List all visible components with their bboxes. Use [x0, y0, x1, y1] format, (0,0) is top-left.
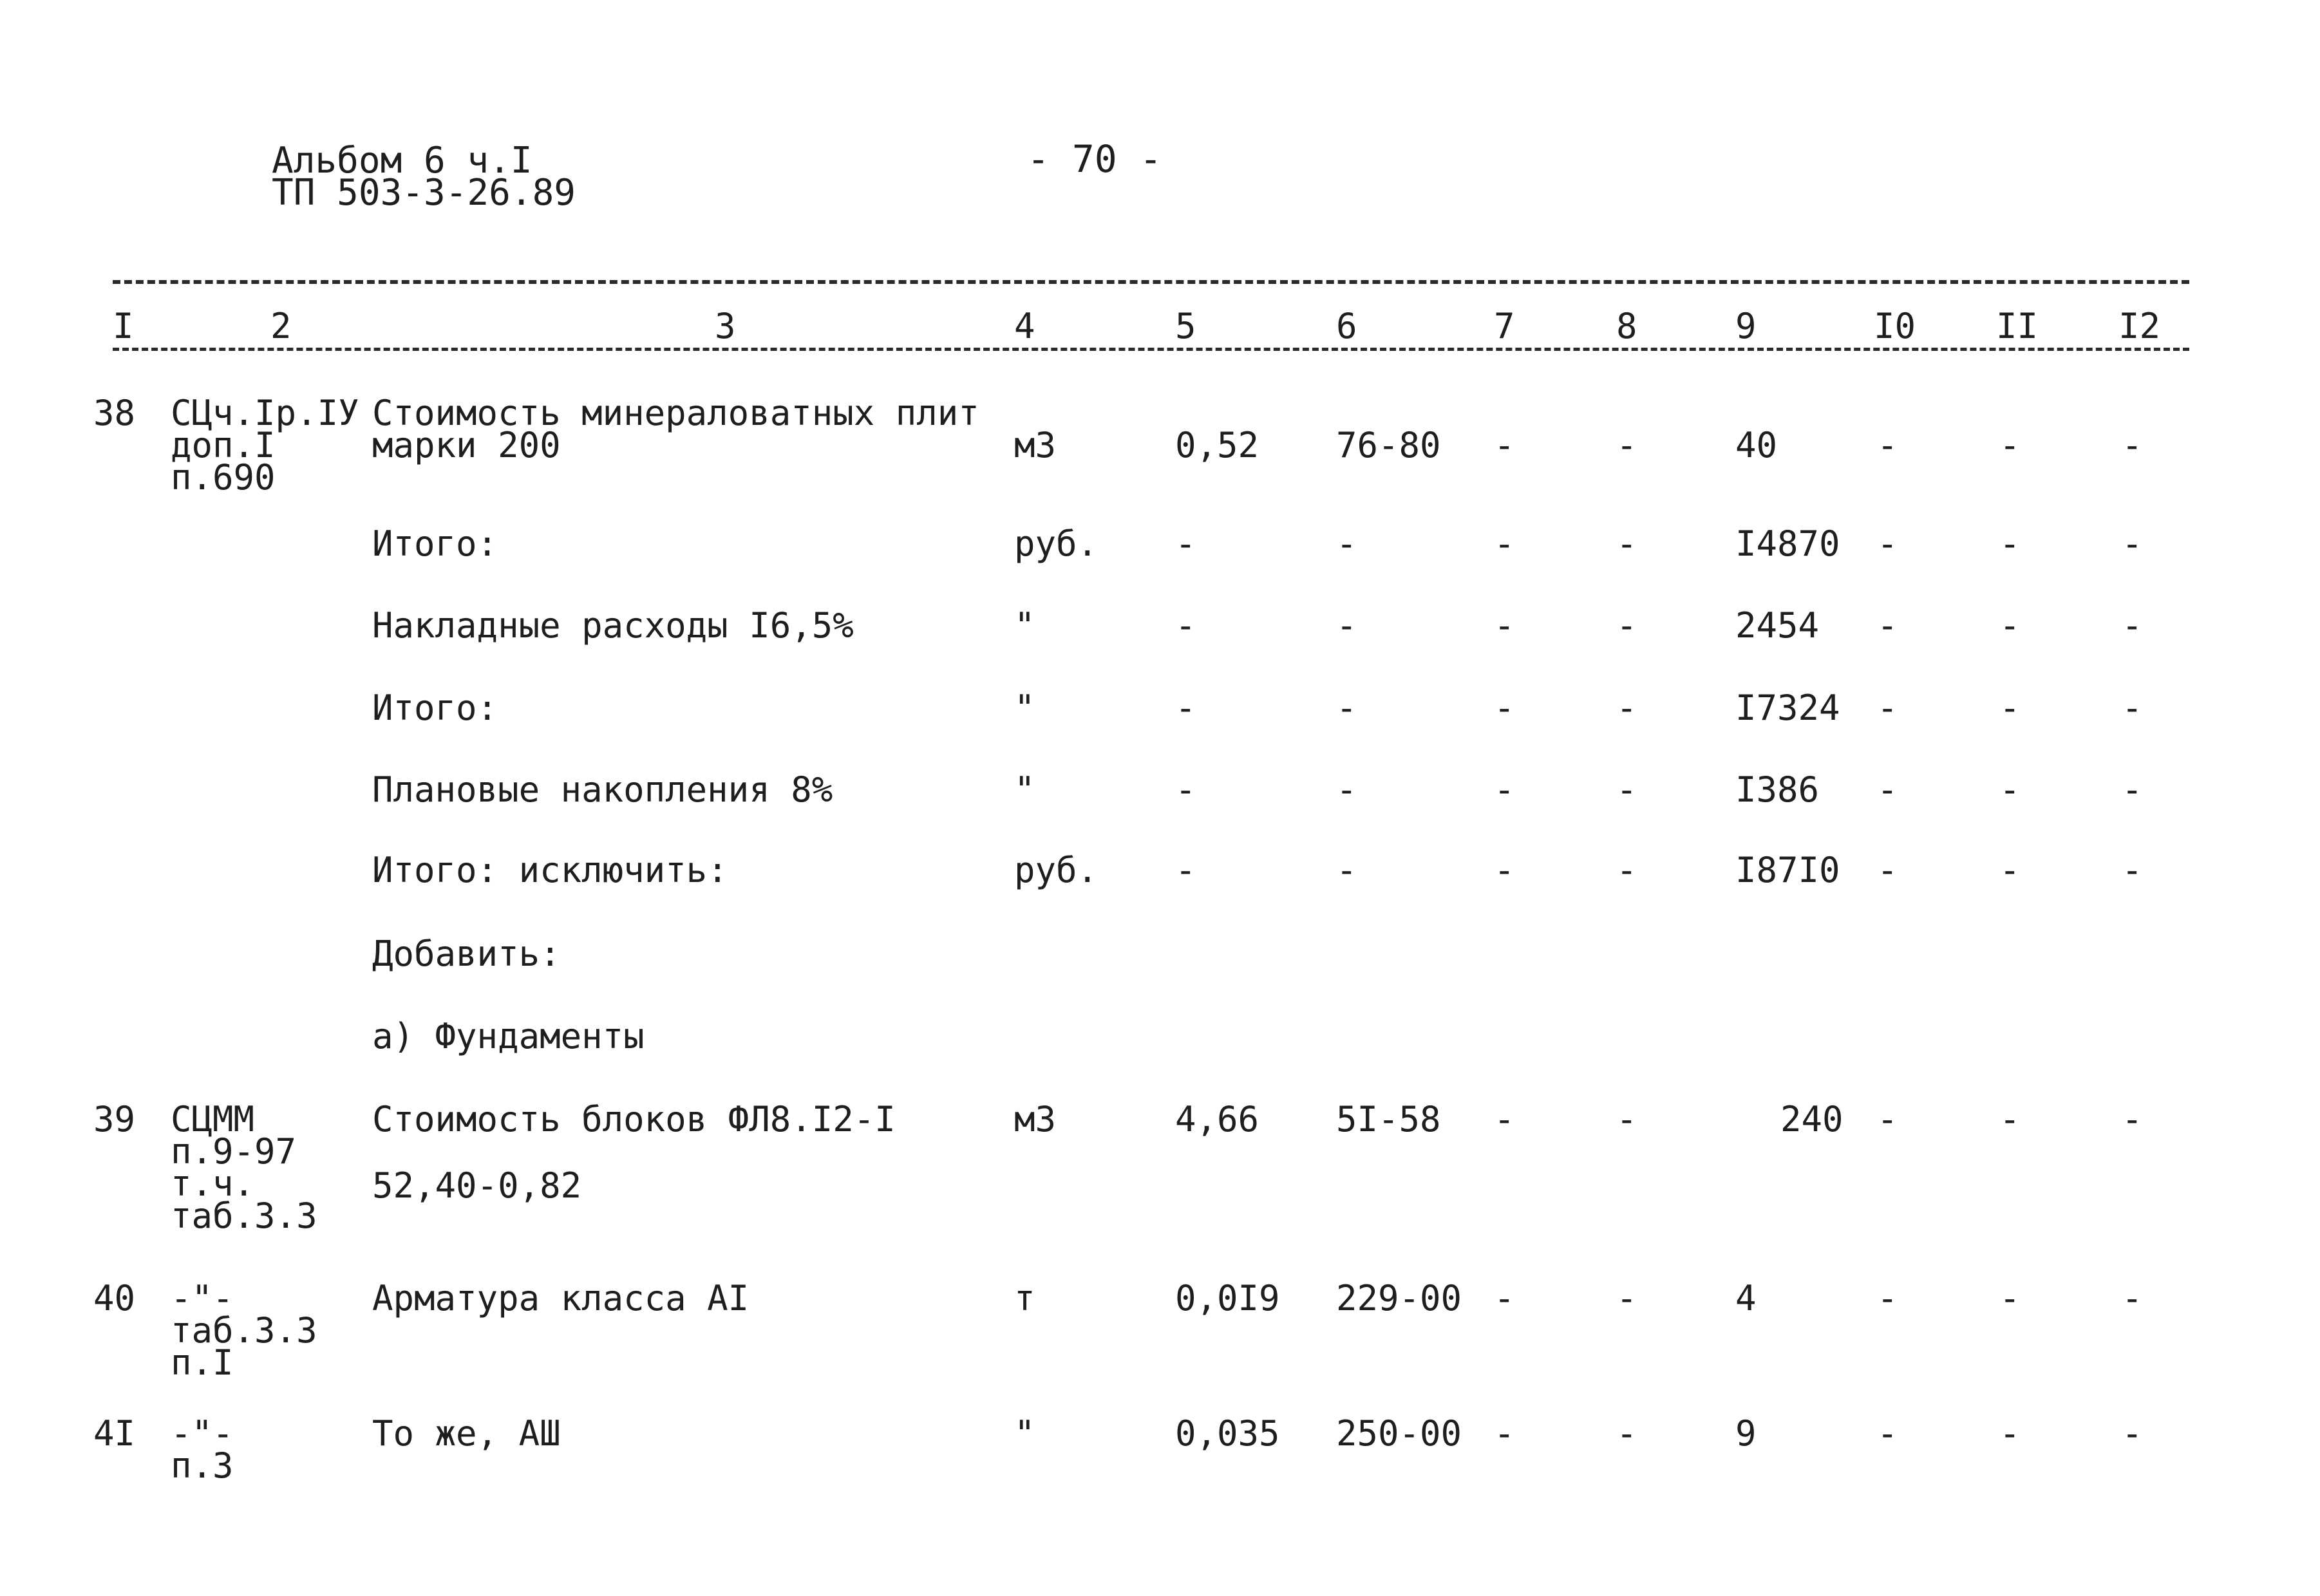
row-col11: - — [1999, 688, 2021, 728]
row-col10: - — [1877, 523, 1898, 564]
column-header-10: I0 — [1874, 306, 1916, 346]
row-unit: " — [1014, 769, 1035, 810]
row-col9: I7324 — [1735, 688, 1840, 728]
row-col5: 0,0I9 — [1175, 1278, 1280, 1319]
row-col10: - — [1877, 425, 1898, 465]
row-col9: I386 — [1735, 769, 1820, 810]
row-col12: - — [2122, 1099, 2143, 1140]
row-description: Стоимость минераловатных плит — [372, 393, 979, 433]
row-col6: - — [1336, 605, 1357, 646]
row-col5: 0,035 — [1175, 1413, 1280, 1454]
row-reference: -"- — [171, 1413, 234, 1454]
row-col6: - — [1336, 523, 1357, 564]
row-col7: - — [1494, 425, 1515, 465]
row-col7: - — [1494, 523, 1515, 564]
tp-line: ТП 503-3-26.89 — [272, 172, 576, 214]
row-col5: - — [1175, 688, 1196, 728]
column-header-5: 5 — [1175, 306, 1196, 346]
row-col6: 250-00 — [1336, 1413, 1462, 1454]
row-reference: СЦММ — [171, 1099, 255, 1140]
row-col12: - — [2122, 425, 2143, 465]
album-line: Альбом 6 ч.I — [272, 140, 533, 182]
row-col9: 40 — [1735, 425, 1778, 465]
column-header-8: 8 — [1616, 306, 1637, 346]
row-number: 4I — [93, 1413, 136, 1454]
row-col9: I4870 — [1735, 523, 1840, 564]
row-unit: т — [1014, 1278, 1035, 1319]
row-col12: - — [2122, 688, 2143, 728]
row-col7: - — [1494, 605, 1515, 646]
row-description: Итого: исключить: — [372, 850, 728, 890]
row-col6: 5I-58 — [1336, 1099, 1441, 1140]
row-col11: - — [1999, 1099, 2021, 1140]
row-col9: 9 — [1735, 1413, 1757, 1454]
row-reference: таб.3.3 — [171, 1196, 317, 1236]
row-col11: - — [1999, 605, 2021, 646]
row-col10: - — [1877, 769, 1898, 810]
row-col11: - — [1999, 850, 2021, 890]
column-header-6: 6 — [1336, 306, 1357, 346]
row-col8: - — [1616, 605, 1637, 646]
row-col7: - — [1494, 1278, 1515, 1319]
row-reference: таб.3.3 — [171, 1310, 317, 1351]
row-description: То же, АШ — [372, 1413, 561, 1454]
row-reference: п.9-97 — [171, 1131, 297, 1172]
row-col5: - — [1175, 605, 1196, 646]
row-unit: " — [1014, 688, 1035, 728]
row-description: Стоимость блоков ФЛ8.I2-I — [372, 1099, 896, 1140]
row-description: Итого: — [372, 688, 498, 728]
row-col12: - — [2122, 1413, 2143, 1454]
row-col6: 229-00 — [1336, 1278, 1462, 1319]
row-col5: 0,52 — [1175, 425, 1259, 465]
row-reference: доп.I — [171, 425, 276, 465]
row-col10: - — [1877, 688, 1898, 728]
column-header-7: 7 — [1494, 306, 1515, 346]
row-col7: - — [1494, 850, 1515, 890]
row-col10: - — [1877, 1278, 1898, 1319]
row-number: 39 — [93, 1099, 136, 1140]
row-col9: 240 — [1780, 1099, 1844, 1140]
row-col5: 4,66 — [1175, 1099, 1259, 1140]
row-col12: - — [2122, 769, 2143, 810]
column-header-9: 9 — [1735, 306, 1757, 346]
row-col8: - — [1616, 1278, 1637, 1319]
row-reference: -"- — [171, 1278, 234, 1319]
row-number: 38 — [93, 393, 136, 433]
row-col8: - — [1616, 1413, 1637, 1454]
row-col6: - — [1336, 769, 1357, 810]
row-col12: - — [2122, 850, 2143, 890]
column-header-1: I — [113, 306, 134, 346]
row-col8: - — [1616, 850, 1637, 890]
column-header-4: 4 — [1014, 306, 1035, 346]
row-unit: м3 — [1014, 1099, 1057, 1140]
row-description: Добавить: — [372, 934, 561, 974]
column-header-11: II — [1996, 306, 2039, 346]
row-description: а) Фундаменты — [372, 1016, 645, 1056]
row-description: Плановые накопления 8% — [372, 769, 833, 810]
row-col6: 76-80 — [1336, 425, 1441, 465]
row-description: 52,40-0,82 — [372, 1165, 582, 1206]
row-unit: м3 — [1014, 425, 1057, 465]
row-description: Итого: — [372, 523, 498, 564]
row-col12: - — [2122, 523, 2143, 564]
row-unit: " — [1014, 1413, 1035, 1454]
top-dashed-rule — [113, 280, 2189, 284]
row-reference: п.690 — [171, 457, 276, 498]
row-col8: - — [1616, 425, 1637, 465]
row-description: Накладные расходы I6,5% — [372, 605, 854, 646]
page-number: - 70 - — [1027, 137, 1162, 181]
row-col7: - — [1494, 1099, 1515, 1140]
row-col6: - — [1336, 850, 1357, 890]
header-dashed-rule — [113, 348, 2189, 351]
row-col5: - — [1175, 523, 1196, 564]
row-col11: - — [1999, 425, 2021, 465]
row-col5: - — [1175, 769, 1196, 810]
column-header-12: I2 — [2118, 306, 2161, 346]
row-col5: - — [1175, 850, 1196, 890]
row-col7: - — [1494, 1413, 1515, 1454]
row-col7: - — [1494, 688, 1515, 728]
row-unit: " — [1014, 605, 1035, 646]
row-reference: СЦч.Iр.IУ — [171, 393, 359, 433]
row-description: Арматура класса АI — [372, 1278, 750, 1319]
row-reference: п.I — [171, 1342, 234, 1383]
row-col8: - — [1616, 523, 1637, 564]
row-unit: руб. — [1014, 850, 1099, 890]
row-col8: - — [1616, 769, 1637, 810]
row-col11: - — [1999, 1413, 2021, 1454]
row-col9: 4 — [1735, 1278, 1757, 1319]
row-col9: I87I0 — [1735, 850, 1840, 890]
row-col10: - — [1877, 1413, 1898, 1454]
column-header-2: 2 — [270, 306, 292, 346]
row-col12: - — [2122, 1278, 2143, 1319]
row-col10: - — [1877, 850, 1898, 890]
row-col10: - — [1877, 1099, 1898, 1140]
row-col10: - — [1877, 605, 1898, 646]
row-col9: 2454 — [1735, 605, 1820, 646]
row-col8: - — [1616, 1099, 1637, 1140]
row-col6: - — [1336, 688, 1357, 728]
row-col11: - — [1999, 769, 2021, 810]
row-description: марки 200 — [372, 425, 561, 465]
row-number: 40 — [93, 1278, 136, 1319]
row-col11: - — [1999, 1278, 2021, 1319]
column-header-3: 3 — [715, 306, 736, 346]
row-col12: - — [2122, 605, 2143, 646]
row-col8: - — [1616, 688, 1637, 728]
row-reference: т.ч. — [171, 1163, 255, 1204]
row-col11: - — [1999, 523, 2021, 564]
row-unit: руб. — [1014, 523, 1099, 564]
row-col7: - — [1494, 769, 1515, 810]
row-reference: п.3 — [171, 1445, 234, 1486]
